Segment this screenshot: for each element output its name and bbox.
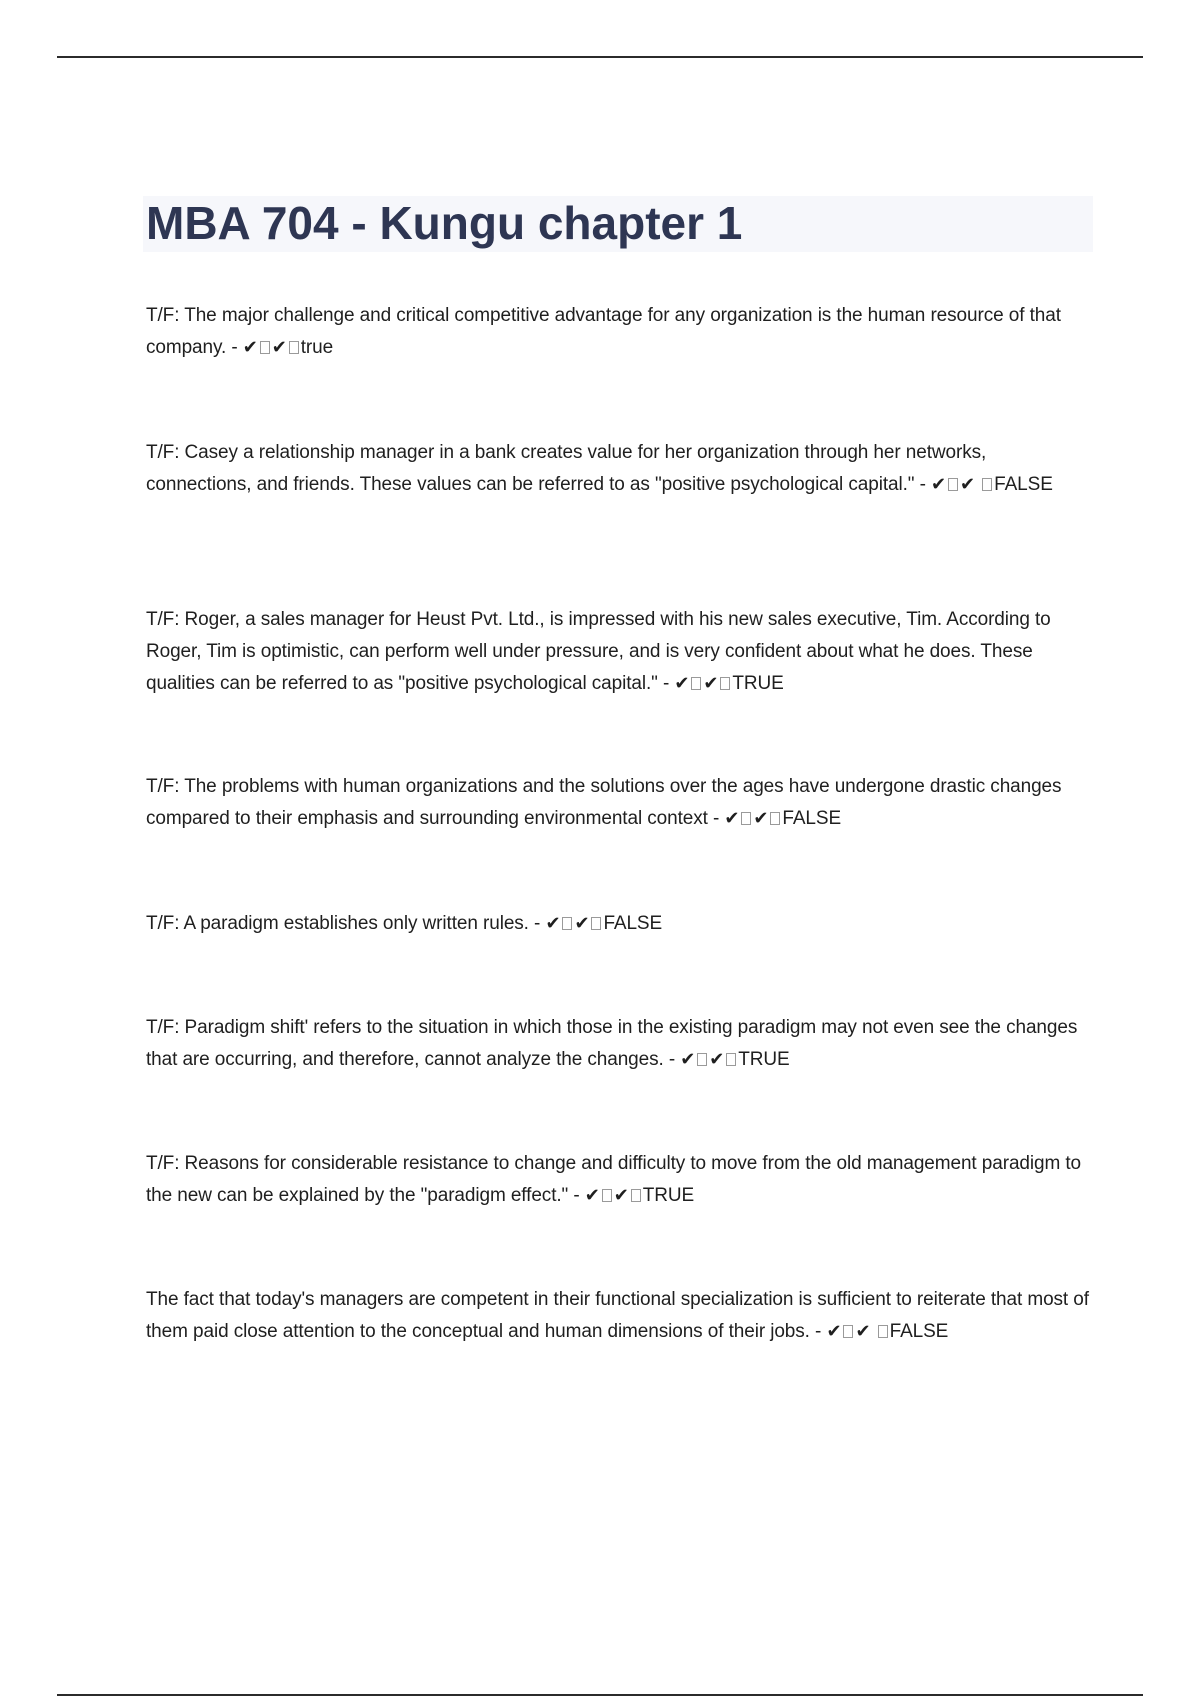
box-icon [741, 812, 751, 825]
qa-item [146, 771, 1096, 835]
answer-group [585, 1185, 694, 1206]
question-text: T/F: A paradigm establishes only written rules. - [146, 913, 541, 934]
check-icon: ✔ [724, 808, 740, 829]
question-text: T/F: The major challenge and critical competitive advantage for any organization is the human resource of that company. - [146, 305, 1061, 358]
answer-group [545, 913, 662, 934]
check-icon: ✔ [242, 337, 258, 358]
box-icon [562, 917, 572, 930]
answer-group [243, 337, 333, 358]
check-icon: ✔ [680, 1049, 696, 1070]
answer-text: FALSE [889, 1321, 949, 1342]
question-text: T/F: The problems with human organizations and the solutions over the ages have undergone drastic changes compared to their emphasis and surrounding environmental context - [146, 776, 1062, 829]
qa-item [146, 1148, 1096, 1212]
box-icon [982, 478, 992, 491]
answer-text: FALSE [782, 808, 842, 829]
box-icon [631, 1189, 641, 1202]
question-text: T/F: Roger, a sales manager for Heust Pvt. Ltd., is impressed with his new sales executive, Tim. According to Roger, Tim is optimistic, can perform well under pressure, and is very confident about what he does. These qualities can be referred to as "positive psychological capital." - [146, 609, 1051, 694]
question-text: T/F: Paradigm shift' refers to the situation in which those in the existing paradigm may not even see the changes that are occurring, and therefore, cannot analyze the changes. - [146, 1017, 1078, 1070]
check-icon: ✔ [545, 913, 561, 934]
check-icon: ✔ [613, 1185, 629, 1206]
box-icon [720, 677, 730, 690]
box-icon [770, 812, 780, 825]
answer-text: FALSE [994, 474, 1053, 495]
qa-item [146, 604, 1096, 700]
qa-item [146, 437, 1096, 501]
check-icon: ✔ [931, 474, 946, 495]
answer-text: true [300, 337, 334, 358]
question-text: The fact that today's managers are competent in their functional specialization is sufficient to reiterate that most of them paid close attention to the conceptual and human dimensions of their jobs. - [146, 1289, 1089, 1342]
box-icon [726, 1053, 736, 1066]
qa-item [146, 1284, 1096, 1348]
box-icon [289, 341, 299, 354]
question-text: T/F: Casey a relationship manager in a bank creates value for her organization through her networks, connections, and friends. These values can be referred to as "positive psychological capital." - [146, 442, 987, 495]
check-icon: ✔ [826, 1321, 842, 1342]
box-icon [878, 1325, 888, 1338]
qa-item [146, 300, 1096, 364]
answer-group [680, 1049, 789, 1070]
check-icon: ✔ [709, 1049, 725, 1070]
question-text: T/F: Reasons for considerable resistance to change and difficulty to move from the old management paradigm to the new can be explained by the "paradigm effect." - [146, 1153, 1082, 1206]
bottom-rule [57, 1694, 1143, 1696]
box-icon [260, 341, 270, 354]
answer-group [674, 673, 783, 694]
box-icon [602, 1189, 612, 1202]
check-icon: ✔ [674, 673, 690, 694]
check-icon: ✔ [855, 1321, 871, 1342]
box-icon [697, 1053, 707, 1066]
check-icon: ✔ [959, 474, 975, 495]
check-icon: ✔ [703, 673, 719, 694]
box-icon [843, 1325, 853, 1338]
check-icon: ✔ [574, 913, 590, 934]
qa-item [146, 1012, 1096, 1076]
check-icon: ✔ [584, 1185, 600, 1206]
box-icon [591, 917, 601, 930]
check-icon: ✔ [753, 808, 769, 829]
answer-group [724, 808, 841, 829]
document-title: MBA 704 - Kungu chapter 1 [146, 197, 743, 249]
qa-item [146, 908, 1096, 940]
box-icon [691, 677, 701, 690]
answer-text: TRUE [738, 1049, 790, 1070]
check-icon: ✔ [271, 337, 287, 358]
answer-text: FALSE [603, 913, 663, 934]
top-rule [57, 56, 1143, 58]
box-icon [948, 478, 958, 491]
answer-text: TRUE [642, 1185, 695, 1206]
answer-text: TRUE [732, 673, 784, 694]
